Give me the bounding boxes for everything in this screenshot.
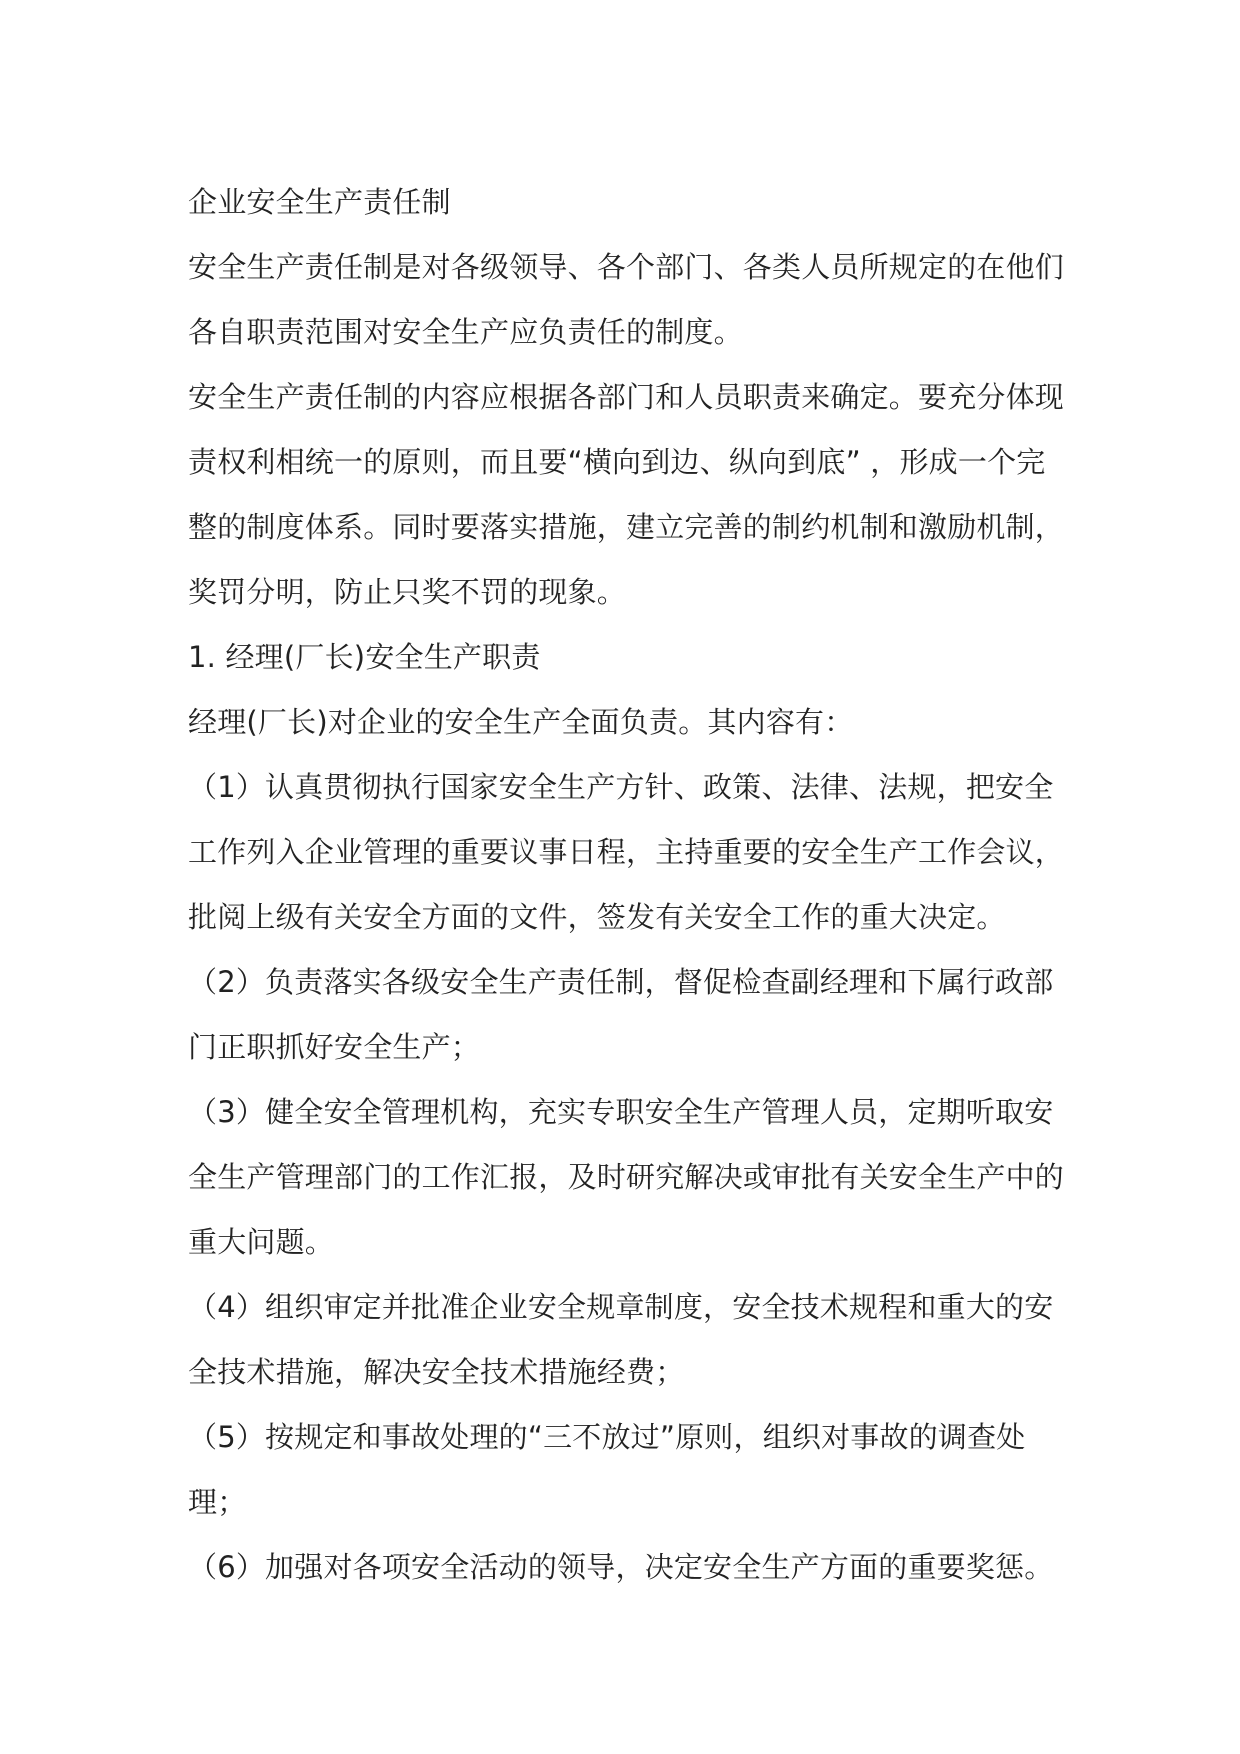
document-body [188,170,1068,1600]
list-item-5: （5）按规定和事故处理的“三不放过”原则，组织对事故的调查处理； [188,1420,1026,1519]
document-title: 企业安全生产责任制 [188,185,451,219]
list-item-1: （1）认真贯彻执行国家安全生产方针、政策、法律、法规，把安全工作列入企业管理的重要议事日程，主持重要的安全生产工作会议，批阅上级有关安全方面的文件，签发有关安全工作的重大决定。 [188,770,1065,934]
list-item-2: （2）负责落实各级安全生产责任制，督促检查副经理和下属行政部门正职抓好安全生产； [188,965,1054,1064]
paragraph-content-principle: 安全生产责任制的内容应根据各部门和人员职责来确定。要充分体现责权利相统一的原则，而且要“横向到边、纵向到底” ，形成一个完整的制度体系。同时要落实措施，建立完善的制约机制和激励机制，奖罚分明，防止只奖不罚的现象。 [188,380,1065,609]
list-item-3: （3）健全安全管理机构，充实专职安全生产管理人员，定期听取安全生产管理部门的工作汇报，及时研究解决或审批有关安全生产中的重大问题。 [188,1095,1065,1259]
paragraph-definition: 安全生产责任制是对各级领导、各个部门、各类人员所规定的在他们各自职责范围对安全生产应负责任的制度。 [188,250,1065,349]
list-item-6: （6）加强对各项安全活动的领导，决定安全生产方面的重要奖惩。 [188,1550,1054,1584]
section-heading-manager-duties: 1. 经理(厂长)安全生产职责 [188,640,541,674]
list-item-4: （4）组织审定并批准企业安全规章制度，安全技术规程和重大的安全技术措施，解决安全技术措施经费； [188,1290,1054,1389]
paragraph-manager-intro: 经理(厂长)对企业的安全生产全面负责。其内容有： [188,705,854,739]
